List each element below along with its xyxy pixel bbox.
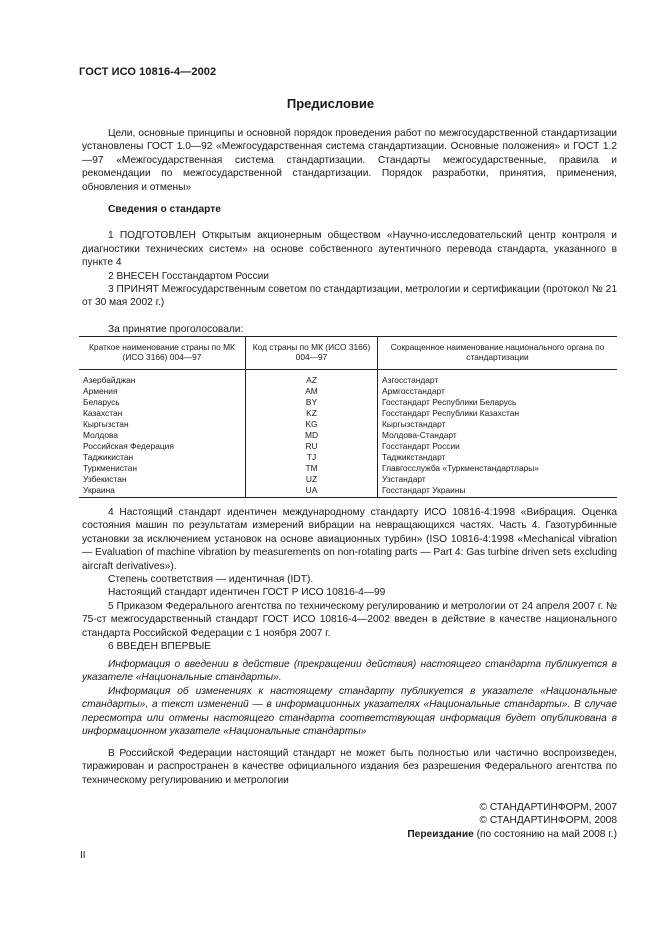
table-row xyxy=(79,386,617,397)
cell-country: Российская Федерация xyxy=(83,441,174,452)
table-row xyxy=(79,485,617,498)
cell-code: UA xyxy=(246,485,378,498)
reissue-line xyxy=(82,828,617,841)
cell-body: Молдова-Стандарт xyxy=(378,430,618,441)
cell-body: Таджикстандарт xyxy=(378,452,618,463)
table-row xyxy=(79,369,617,386)
imprint-block xyxy=(82,801,617,841)
cell-code: AZ xyxy=(246,369,378,386)
intro-block xyxy=(82,127,617,194)
standard-info-block xyxy=(82,203,617,336)
cell-country: Таджикистан xyxy=(83,452,134,463)
cell-code: UZ xyxy=(246,474,378,485)
cell-code: KG xyxy=(246,419,378,430)
cell-country: Азербайджан xyxy=(83,375,136,386)
cell-code: AM xyxy=(246,386,378,397)
item-5: 5 Приказом Федерального агентства по техническому регулированию и метрологии от 24 апреля 2007 г. № 75-ст межгосударственный стандарт ГОСТ ИСО 10816-4—2002 введен в действие в качестве национального стандарта Российской Федерации с 1 ноября 2007 г. xyxy=(82,600,617,639)
italic-note-1: Информация о введении в действие (прекращении действия) настоящего стандарта публикуется в указателе «Национальные стандарты». xyxy=(82,659,617,684)
info-heading: Сведения о стандарте xyxy=(108,204,221,215)
cell-body: Госстандарт России xyxy=(378,441,618,452)
cell-body: Госстандарт Республики Беларусь xyxy=(378,397,618,408)
closing-paragraph: В Российской Федерации настоящий стандарт не может быть полностью или частично воспроизведен, тиражирован и распространен в качестве официального издания без разрешения Федерального агентства по техническому регулированию и метрологии xyxy=(82,748,617,786)
intro-paragraph: Цели, основные принципы и основной порядок проведения работ по межгосударственной стандартизации установлены ГОСТ 1.0—92 «Межгосударственная система стандартизации. Основные положения» и ГОСТ 1.2—97 «Межгосударственная система стандартизации. Стандарты межгосударственные, правила и рекомендации по межгосударственной стандартизации. Порядок разработки, принятия, применения, обновления и отмены» xyxy=(82,128,617,193)
cell-body: Госстандарт Украины xyxy=(378,485,618,498)
cell-body: Азгосстандарт xyxy=(378,369,618,386)
cell-country: Казахстан xyxy=(83,408,123,419)
reissue-label: Переиздание xyxy=(407,828,474,840)
cell-country: Узбекистан xyxy=(83,474,127,485)
copyright-2008: © СТАНДАРТИНФОРМ, 2008 xyxy=(479,815,617,827)
table-row xyxy=(79,441,617,452)
table-header-row xyxy=(79,337,617,370)
conformity-degree: Степень соответствия — идентичная (IDT). xyxy=(108,574,314,586)
cell-code: RU xyxy=(246,441,378,452)
cell-country: Туркменистан xyxy=(83,463,137,474)
table-header-country: Краткое наименование страны по МК (ИСО 3166) 004—97 xyxy=(79,337,246,370)
table-row xyxy=(79,397,617,408)
item-3: 3 ПРИНЯТ Межгосударственным советом по стандартизации, метрологии и сертификации (протокол № 21 от 30 мая 2002 г.) xyxy=(82,284,617,309)
table-row xyxy=(79,430,617,441)
cell-country: Украина xyxy=(79,485,246,498)
cell-country: Молдова xyxy=(83,430,118,441)
table-row xyxy=(79,419,617,430)
identical-note: Настоящий стандарт идентичен ГОСТ Р ИСО 10816-4—99 xyxy=(108,587,386,599)
cell-code: KZ xyxy=(246,408,378,419)
cell-country: Армения xyxy=(83,386,118,397)
table-header-code: Код страны по МК (ИСО 3166) 004—97 xyxy=(246,337,378,370)
identity-block xyxy=(82,506,617,653)
item-1: 1 ПОДГОТОВЛЕН Открытым акционерным обществом «Научно-исследовательский центр контроля и диагностики технических систем» на основе собственного аутентичного перевода стандарта, указанного в пункте 4 xyxy=(82,230,617,269)
item-6: 6 ВВЕДЕН ВПЕРВЫЕ xyxy=(108,641,212,653)
table-row xyxy=(79,408,617,419)
cell-code: MD xyxy=(246,430,378,441)
cell-body: Главгосслужба «Туркменстандартлары» xyxy=(378,463,618,474)
table-row xyxy=(79,452,617,463)
item-2: 2 ВНЕСЕН Госстандартом России xyxy=(108,270,269,282)
page-number: II xyxy=(80,850,86,861)
cell-country: Беларусь xyxy=(83,397,120,408)
italic-note-2: Информация об изменениях к настоящему стандарту публикуется в указателе «Национальные стандарты», а текст изменений — в информационных указателях «Национальные стандарты». В случае пересмотра или отмены настоящего стандарта соответствующая информация будет опубликована в информационном указателе «Национальные стандарты» xyxy=(82,685,617,738)
cell-country: Кыргызстан xyxy=(83,419,129,430)
cell-body: Госстандарт Республики Казахстан xyxy=(378,408,618,419)
cell-code: TM xyxy=(246,463,378,474)
vote-label: За принятие проголосовали: xyxy=(108,323,244,335)
reissue-text: (по состоянию на май 2008 г.) xyxy=(473,828,617,840)
table-header-body: Сокращенное наименование национального органа по стандартизации xyxy=(378,337,618,370)
table-row xyxy=(79,474,617,485)
section-title: Предисловие xyxy=(286,96,375,111)
running-header: ГОСТ ИСО 10816-4—2002 xyxy=(79,66,217,78)
voting-table xyxy=(79,336,617,498)
publication-notes xyxy=(82,658,617,738)
table-row xyxy=(79,463,617,474)
cell-code: BY xyxy=(246,397,378,408)
item-4: 4 Настоящий стандарт идентичен международному стандарту ИСО 10816-4:1998 «Вибрация. Оценка состояния машин по результатам измерений вибрации на невращающихся частях. Часть 4. Газотурбинные установки за исключением установок на основе авиационных турбин» (ISO 10816-4:1998 «Mechanical vibration — Evaluation of machine vibration by measurements on non-rotating parts — Part 4: Gas turbine driven sets excluding aircraft derivatives»). xyxy=(82,507,617,572)
copyright-2007: © СТАНДАРТИНФОРМ, 2007 xyxy=(479,802,617,813)
cell-body: Кыргызстандарт xyxy=(378,419,618,430)
cell-body: Узстандарт xyxy=(378,474,618,485)
cell-body: Армгосстандарт xyxy=(378,386,618,397)
cell-code: TJ xyxy=(246,452,378,463)
closing-block xyxy=(82,747,617,787)
